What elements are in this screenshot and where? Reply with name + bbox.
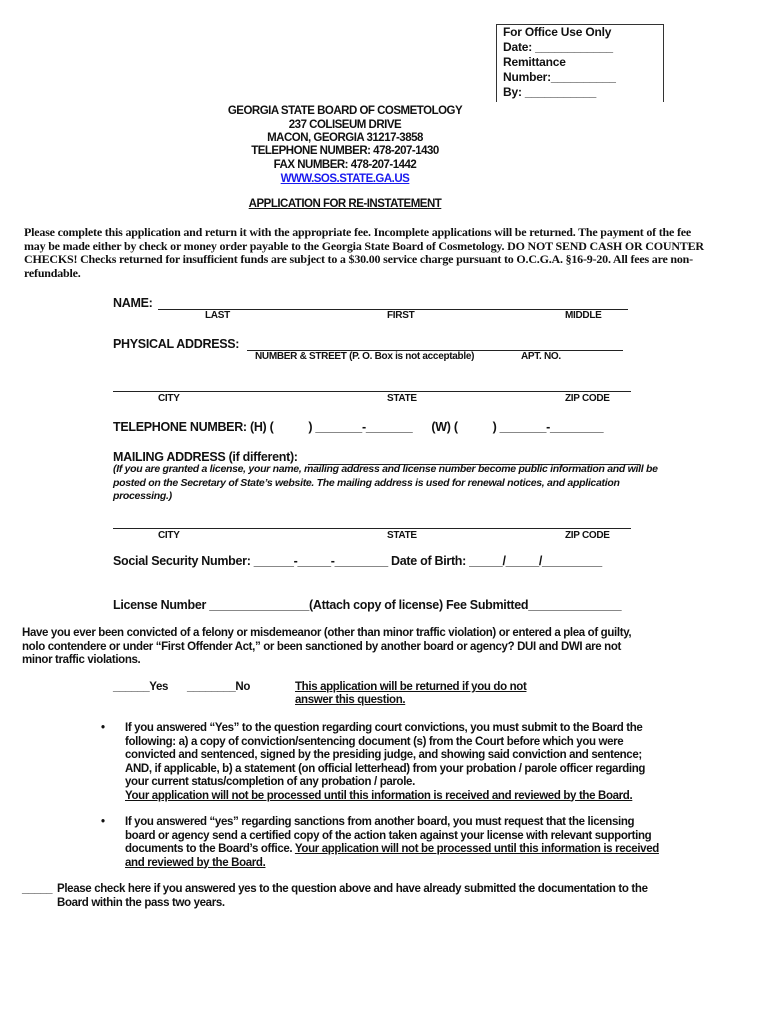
- street-label: NUMBER & STREET (P. O. Box is not acceptable): [255, 351, 475, 362]
- city-label: CITY: [158, 393, 180, 404]
- intro-text: Please complete this application and return it with the appropriate fee. Incomplete applications will be returned. The payment of the fee may be made either by check or money order payable to the Georgia State Board of Cosmetology. DO NOT SEND CASH OR COUNTER CHECKS! Checks returned for insufficient funds are subject to a $30.00 service charge pursuant to O.C.G.A. §16-9-20. All fees are non-refundable.: [24, 225, 704, 280]
- office-remittance: Remittance: [503, 55, 566, 69]
- org-name: GEORGIA STATE BOARD OF COSMETOLOGY: [227, 105, 463, 117]
- bullet-text: If you answered “Yes” to the question regarding court convictions, you must submit to the Board the following: a) a copy of conviction/sentencing document (s) from the Court before which you were convicted and sentenced, signed by the presiding judge, and showing said conviction and sentence; AND, if applicable, b) a statement (on official letterhead) from your probation / parole officer regarding your current status/completion of any probation / parole.: [125, 722, 646, 788]
- office-use-box: [496, 24, 664, 102]
- org-phone: TELEPHONE NUMBER: 478-207-1430: [251, 145, 439, 157]
- org-city: MACON, GEORGIA 31217-3858: [267, 132, 423, 144]
- org-street: 237 COLISEUM DRIVE: [288, 119, 402, 131]
- zip-label: ZIP CODE: [565, 530, 610, 541]
- yes-option[interactable]: ______Yes: [113, 681, 169, 693]
- bullet-convictions: [125, 722, 665, 803]
- last-label: LAST: [205, 310, 230, 321]
- no-option[interactable]: ________No: [187, 681, 250, 693]
- bullet-emphasis: Your application will not be processed until this information is received and reviewed by the Board.: [125, 789, 633, 802]
- apt-label: APT. NO.: [521, 351, 561, 362]
- city-label: CITY: [158, 530, 180, 541]
- office-date: Date: ____________: [503, 40, 613, 54]
- bullet-sanctions: [125, 816, 665, 870]
- name-label: NAME:: [113, 296, 153, 310]
- office-number: Number:__________: [503, 70, 616, 84]
- org-fax: FAX NUMBER: 478-207-1442: [273, 159, 417, 171]
- license-fee-field[interactable]: License Number _______________(Attach copy of license) Fee Submitted______________: [113, 598, 622, 612]
- warning-line-2: answer this question.: [295, 694, 406, 706]
- first-label: FIRST: [387, 310, 415, 321]
- bullet-text: If you answered “yes” regarding sanctions from another board, you must request that the licensing board or agency send a certified copy of the action taken against your license with relevant supporting documents to the Board’s office.: [125, 816, 652, 855]
- documentation-check-text: Please check here if you answered yes to the question above and have already submitted the documentation to the Board within the pass two years.: [57, 883, 648, 909]
- bullet-emphasis: Your application will not be processed until this information is received and reviewed by the Board.: [125, 843, 659, 869]
- conviction-question: Have you ever been convicted of a felony or misdemeanor (other than minor traffic violation) or entered a plea of guilty, nolo contendere or under “First Offender Act,” or been sanctioned by another board or agency? DUI and DWI are not minor traffic violations.: [22, 627, 632, 666]
- telephone-field[interactable]: TELEPHONE NUMBER: (H) ( ) _______-_______ (W) ( ) _______-________: [113, 420, 604, 434]
- bullet-icon: •: [101, 816, 105, 828]
- ssn-dob-field[interactable]: Social Security Number: ______-_____-________ Date of Birth: _____/_____/_________: [113, 554, 602, 568]
- physical-city-state-zip-field[interactable]: [113, 391, 631, 392]
- mailing-city-state-zip-field[interactable]: [113, 528, 631, 529]
- zip-label: ZIP CODE: [565, 393, 610, 404]
- form-title: APPLICATION FOR RE-INSTATEMENT: [248, 198, 442, 210]
- office-title: For Office Use Only: [503, 25, 612, 39]
- office-by: By: ___________: [503, 85, 597, 99]
- middle-label: MIDDLE: [565, 310, 602, 321]
- state-label: STATE: [387, 530, 417, 541]
- website-link[interactable]: WWW.SOS.STATE.GA.US: [280, 173, 410, 185]
- warning-line-1: This application will be returned if you do not: [295, 681, 527, 693]
- state-label: STATE: [387, 393, 417, 404]
- bullet-icon: •: [101, 722, 105, 734]
- mailing-address-label: MAILING ADDRESS (if different):: [113, 450, 298, 464]
- mailing-note: (If you are granted a license, your name, mailing address and license number become public information and will be posted on the Secretary of State’s website. The mailing address is used for renewal notices, and application processing.): [113, 463, 658, 502]
- documentation-check-blank[interactable]: _____: [22, 883, 53, 895]
- physical-address-label: PHYSICAL ADDRESS:: [113, 337, 240, 351]
